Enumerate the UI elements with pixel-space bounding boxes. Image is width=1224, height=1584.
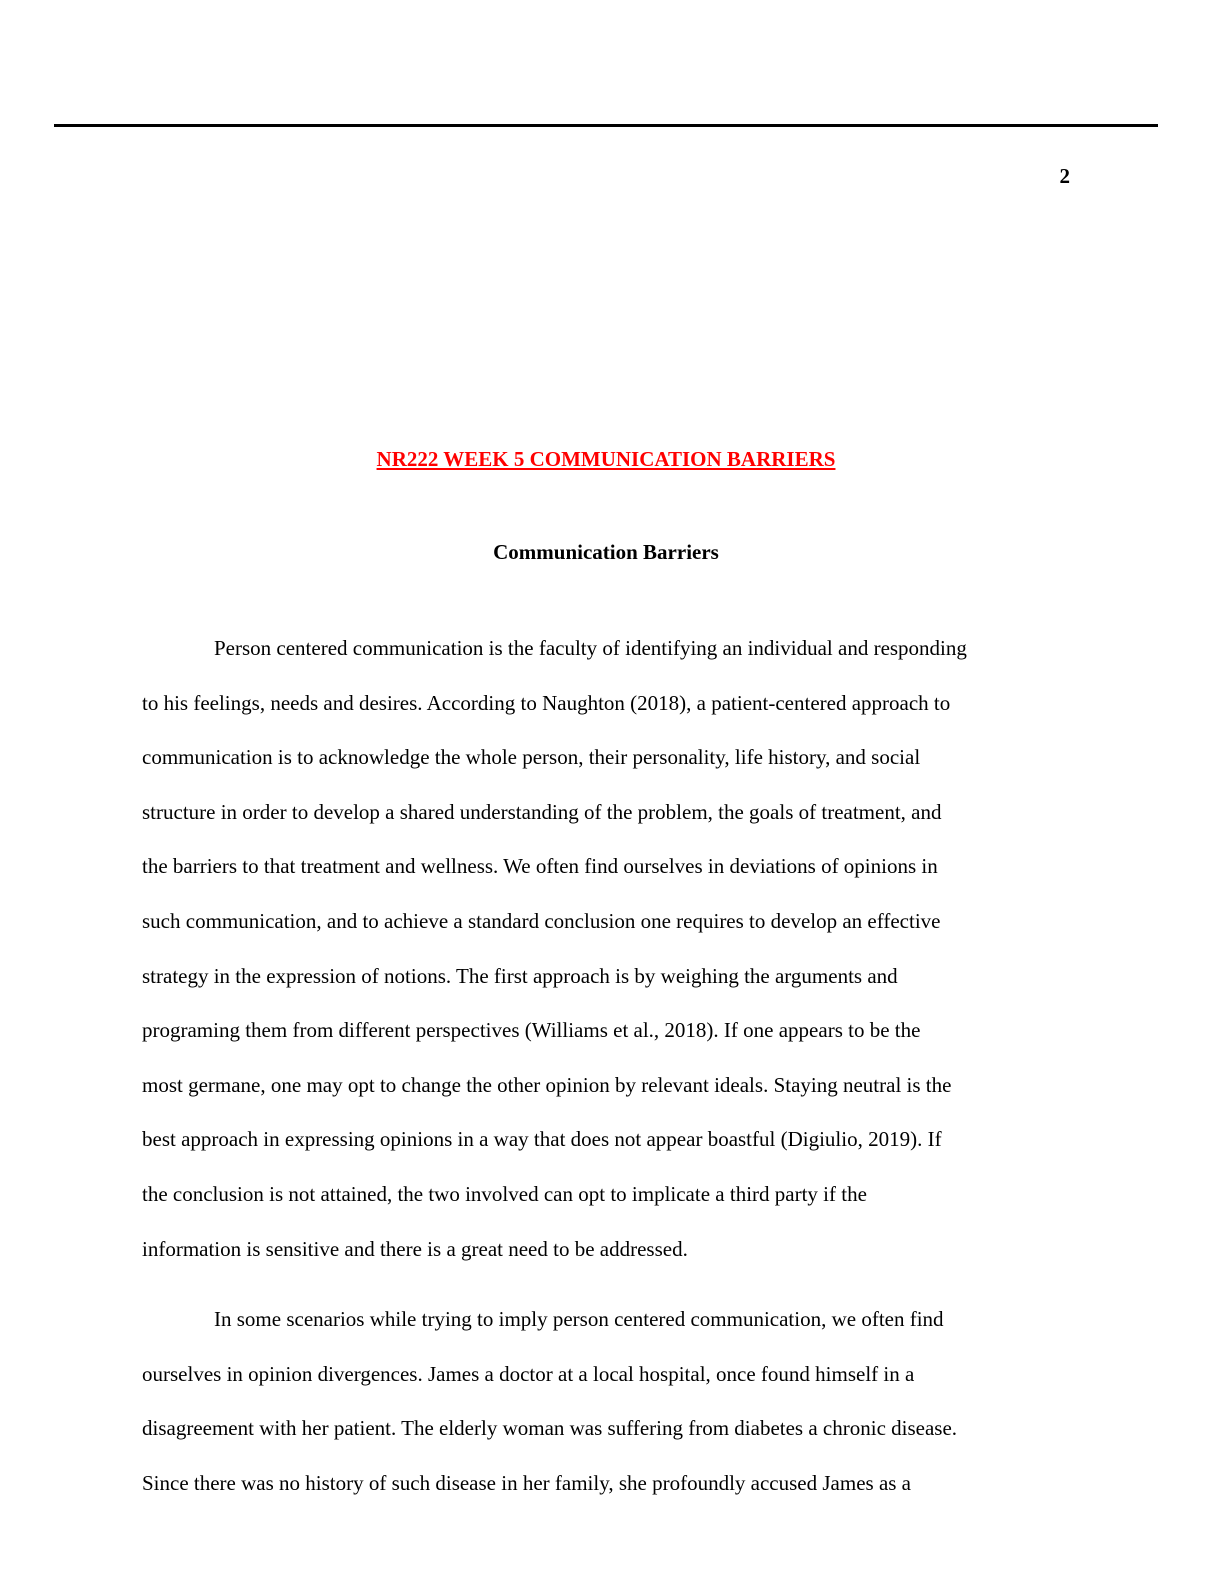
page-number: 2: [1059, 164, 1070, 188]
paragraph-line: Person centered communication is the faculty of identifying an individual and responding: [214, 636, 967, 660]
paragraph-line: the conclusion is not attained, the two involved can opt to implicate a third party if the: [142, 1181, 867, 1206]
paragraph-line: best approach in expressing opinions in a way that does not appear boastful (Digiulio, 2019). If: [142, 1127, 942, 1152]
paragraph-1: [142, 621, 1072, 1276]
paragraph-line: such communication, and to achieve a standard conclusion one requires to develop an effective: [142, 908, 941, 933]
paragraph-line: the barriers to that treatment and wellness. We often find ourselves in deviations of opinions in: [142, 854, 938, 879]
document-title: NR222 WEEK 5 COMMUNICATION BARRIERS: [376, 447, 836, 471]
paragraph-line: Since there was no history of such disease in her family, she profoundly accused James as a: [142, 1470, 912, 1495]
paragraph-line: to his feelings, needs and desires. According to Naughton (2018), a patient-centered approach to: [142, 690, 951, 715]
paragraph-line: In some scenarios while trying to imply person centered communication, we often find: [214, 1307, 944, 1331]
paragraph-2: [142, 1292, 1072, 1510]
paragraph-line: most germane, one may opt to change the other opinion by relevant ideals. Staying neutral is the: [142, 1072, 952, 1097]
paragraph-line: disagreement with her patient. The elderly woman was suffering from diabetes a chronic disease.: [142, 1416, 958, 1441]
paragraph-line: strategy in the expression of notions. The first approach is by weighing the arguments and: [142, 963, 898, 988]
paragraph-line: communication is to acknowledge the whole person, their personality, life history, and social: [142, 745, 921, 770]
paragraph-line: information is sensitive and there is a great need to be addressed.: [142, 1236, 688, 1261]
section-heading: Communication Barriers: [493, 540, 719, 564]
header-rule: [54, 124, 1158, 127]
paragraph-line: programing them from different perspectives (Williams et al., 2018). If one appears to be the: [142, 1018, 921, 1043]
paragraph-line: ourselves in opinion divergences. James a doctor at a local hospital, once found himself in a: [142, 1361, 915, 1386]
paragraph-line: structure in order to develop a shared understanding of the problem, the goals of treatment, and: [142, 799, 942, 824]
